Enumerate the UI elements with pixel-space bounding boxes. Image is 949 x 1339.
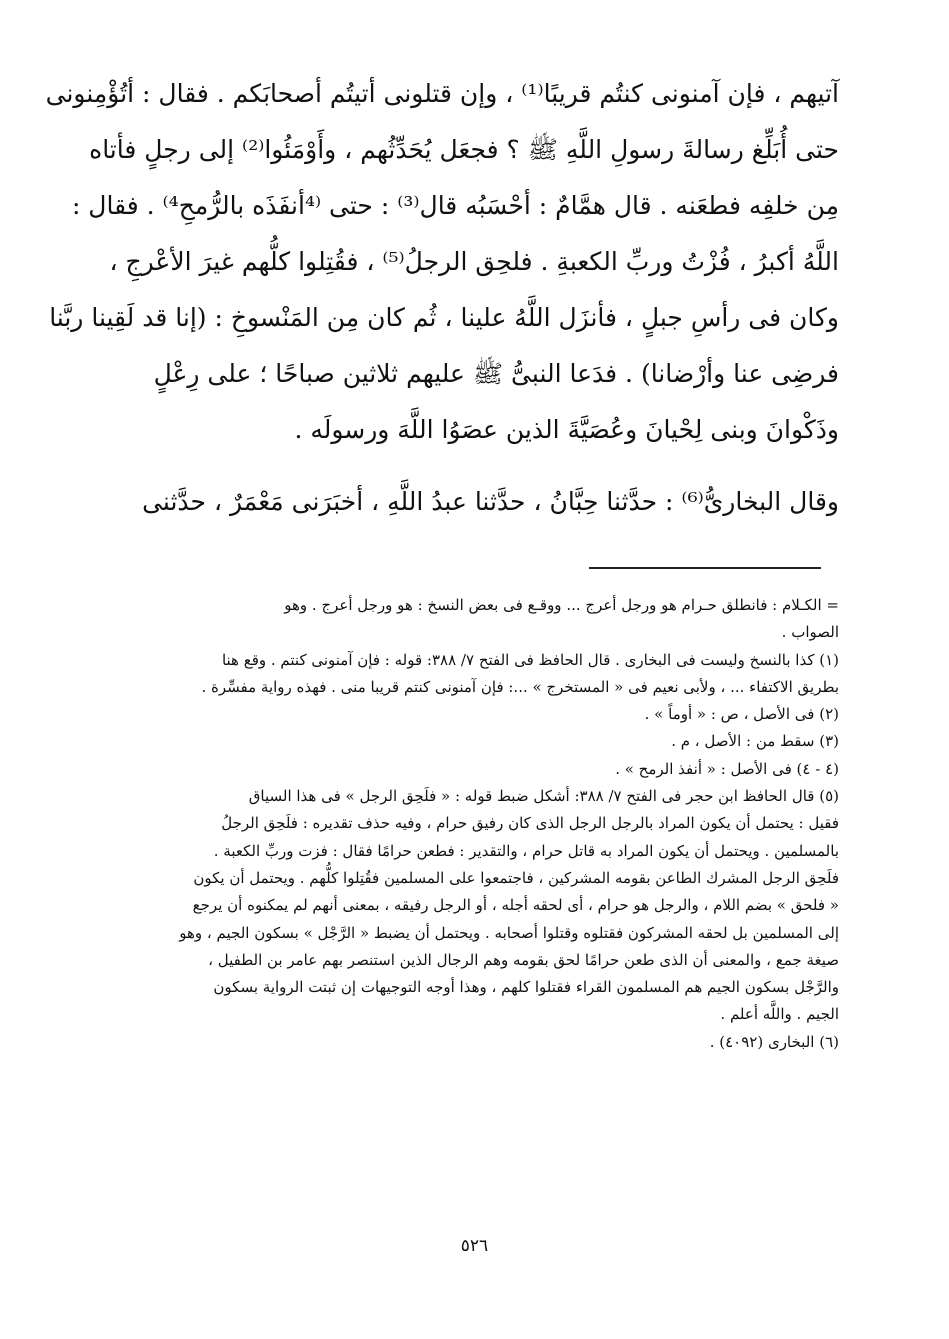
main-text-line: حتى أُبَلِّغ رسالةَ رسولِ اللَّهِ ﷺ ؟ فجعَل يُحَدِّثُهم ، وأَوْمَئُوا⁽²⁾ إلى رجلٍ فأتاه [89,135,839,164]
footnote-6: (٦) البخارى (٤٠٩٢) . [709,1032,839,1051]
footnote-separator [589,567,821,569]
main-text-body [45,66,839,530]
main-text-paragraph-2: وقال البخارىُّ⁽⁶⁾ : حدَّثنا حِبَّانُ ، حدَّثنا عبدُ اللَّهِ ، أخبَرَنى مَعْمَرٌ ، حدَّثنى [142,487,839,516]
footnote-line: الجيم . واللَّه أعلم . [720,1005,839,1024]
footnote-line: فقيل : يحتمل أن يكون المراد بالرجل الرجل الذى كان رفيق حرام ، وفيه حذف تقديره : فلَحِق الرجلُ [221,814,839,833]
footnote-3: (٣) سقط من : الأصل ، م . [671,732,839,751]
footnote-line: صيغة جمع ، والمعنى أن الذى طعن حرامًا لحق بقومه وهم الرجال الذين استنصر بهم عامر بن الطفيل ، [208,950,839,969]
main-text-line: آتيهم ، فإن آمنونى كنتُم قريبًا⁽¹⁾ ، وإن قتلونى أتيتُم أصحابَكم . فقال : أتُؤْمِنونى [45,79,839,108]
main-text-line: اللَّهُ أكبرُ ، فُزْتُ وربِّ الكعبةِ . فلحِق الرجلُ⁽⁵⁾ ، فقُتِلوا كلُّهم غيرَ الأعْرجِ ، [109,247,839,276]
footnote-line: « فلحق » بضم اللام ، والرجل هو حرام ، أى لحقه أجله ، أو الرجل رفيقه ، بمعنى أنهم لم يمكنوه أن يرجع [192,896,839,915]
footnote-line: بطريق الاكتفاء ... ، ولأبى نعيم فى « المستخرج » ...: فإن آمنونى كنتم قريبا منى . فهذه رواية مفسِّرة . [201,677,839,696]
main-text-line: وكان فى رأسِ جبلٍ ، فأنزَل اللَّهُ علينا ، ثُم كان مِن المَنْسوخِ : (إنا قد لَقِينا ربَّنا [49,303,839,332]
footnote-1: (١) كذا بالنسخ وليست فى البخارى . قال الحافظ فى الفتح ٧/ ٣٨٨: قوله : فإن آمنونى كنتم . وقع هنا [221,650,839,669]
footnote-line: بالمسلمين . ويحتمل أن يكون المراد به قاتل حرام ، والتقدير : فطعن حرامًا فقال : فزت وربِّ الكعبة . [213,841,839,860]
page-number: ٥٢٦ [460,1236,489,1256]
main-text-line: مِن خلفِه فطعَنه . قال همَّامٌ : أحْسَبُه قال⁽³⁾ : حتى ⁽⁴أنفَذَه بالرُّمحِ⁴⁾ . فقال : [71,191,839,220]
footnote-line: الصواب . [781,623,839,642]
main-text-line: وذَكْوانَ وبنى لِحْيانَ وعُصَيَّةَ الذين عصَوُا اللَّهَ ورسولَه . [294,415,839,444]
footnote-line: فلَحِق الرجل المشرك الطاعن بقومه المشركين ، فاجتمعوا على المسلمين فقُتِلوا كلُّهم . ويحتمل أن يكون [193,868,839,887]
footnote-line: والرَّجْل بسكون الجيم هم المسلمون القراء فقتلوا كلهم ، وهذا أوجه التوجيهات إن ثبتت الرواية بسكون [213,978,839,997]
footnote-4: (٤ - ٤) فى الأصل : « أنفذ الرمح » . [615,759,839,778]
footnote-line: إلى المسلمين بل لحقه المشركون فقتلوه وقتلوا أصحابه . ويحتمل أن يضبط « الرَّجْل » بسكون الجيم ، وهو [179,923,839,942]
footnote-2: (٢) فى الأصل ، ص : « أوماً » . [644,705,839,724]
footnote-line: = الكـلام : فانطلق حـرام هو ورجل أعرج ... ووقـع فى بعض النسخ : هو ورجل أعرج . وهو [284,596,839,614]
footnotes-section [109,592,839,1056]
footnote-5: (٥) قال الحافظ ابن حجر فى الفتح ٧/ ٣٨٨: أشكل ضبط قوله : « فلَحِق الرجل » فى هذا السياق [248,787,839,806]
main-text-line: فرضِى عنا وأرْضانا) . فدَعا النبىُّ ﷺ عليهم ثلاثين صباحًا ؛ على رِعْلٍ [153,359,839,388]
